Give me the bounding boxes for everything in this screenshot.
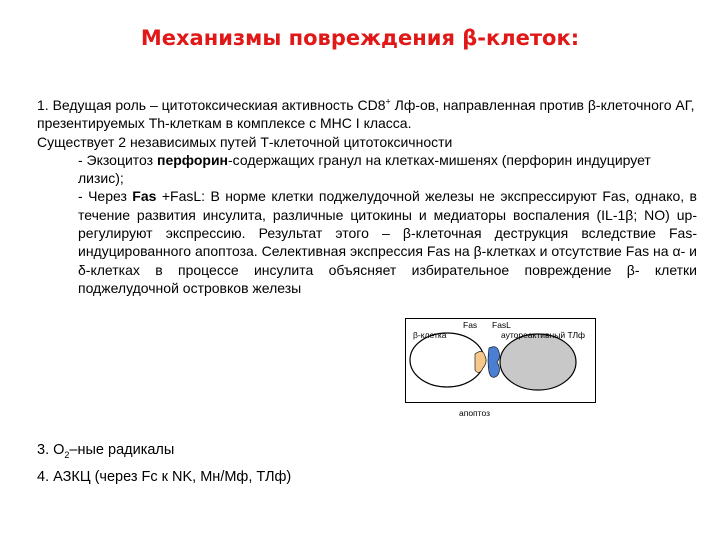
t-cell-label: аутореактивный ТЛф <box>501 330 586 340</box>
fas-label: Fas <box>463 320 478 330</box>
main-text <box>37 96 697 297</box>
paragraph-radicals: 3. $О_2$–ные радикалы <box>37 442 175 460</box>
t-cell-shape <box>500 334 576 390</box>
fasl-label: FasL <box>492 320 511 330</box>
beta-cell-shape <box>410 333 484 387</box>
slide-title: Механизмы повреждения β-клеток: <box>140 26 580 50</box>
paragraph-fas: - Через Fas +FasL: В норме клетки поджелудочной железы не экспрессируют Fas, однако, в течение развития инсулита, различные цитокины и медиаторы воспаления (IL-1β; NO) up-регулируют экспрессию. Результат этого – β-клеточная деструкция вследствие Fas-индуцированного апоптоза. Селективная экспрессия Fas на β-клетках и отсутствие Fas на α- и δ-клетках в процессе инсулита объясняет избирательное повреждение β- клетки поджелудочной островков железы <box>78 188 697 296</box>
paragraph-adcc: 4. АЗКЦ (через Fc к NK, Мн/Мф, ТЛф) <box>37 469 292 485</box>
paragraph-cd8: 1. Ведущая роль – цитотоксическиая активность CD8+ Лф-ов, направленная против β-клеточного АГ, презентируемых Th-клеткам в комплексе с MHC I класса. <box>37 96 695 132</box>
paragraph-pathways: Существует 2 независимых путей Т-клеточной цитотоксичности <box>37 133 453 150</box>
beta-cell-label: β-клетка <box>413 330 447 340</box>
fas-apoptosis-diagram <box>405 318 615 423</box>
paragraph-perforin: - Экзоцитоз перфорин-содержащих гранул на клетках-мишенях (перфорин индуцирует лизис); <box>78 151 651 187</box>
apoptosis-label: апоптоз <box>459 408 490 418</box>
